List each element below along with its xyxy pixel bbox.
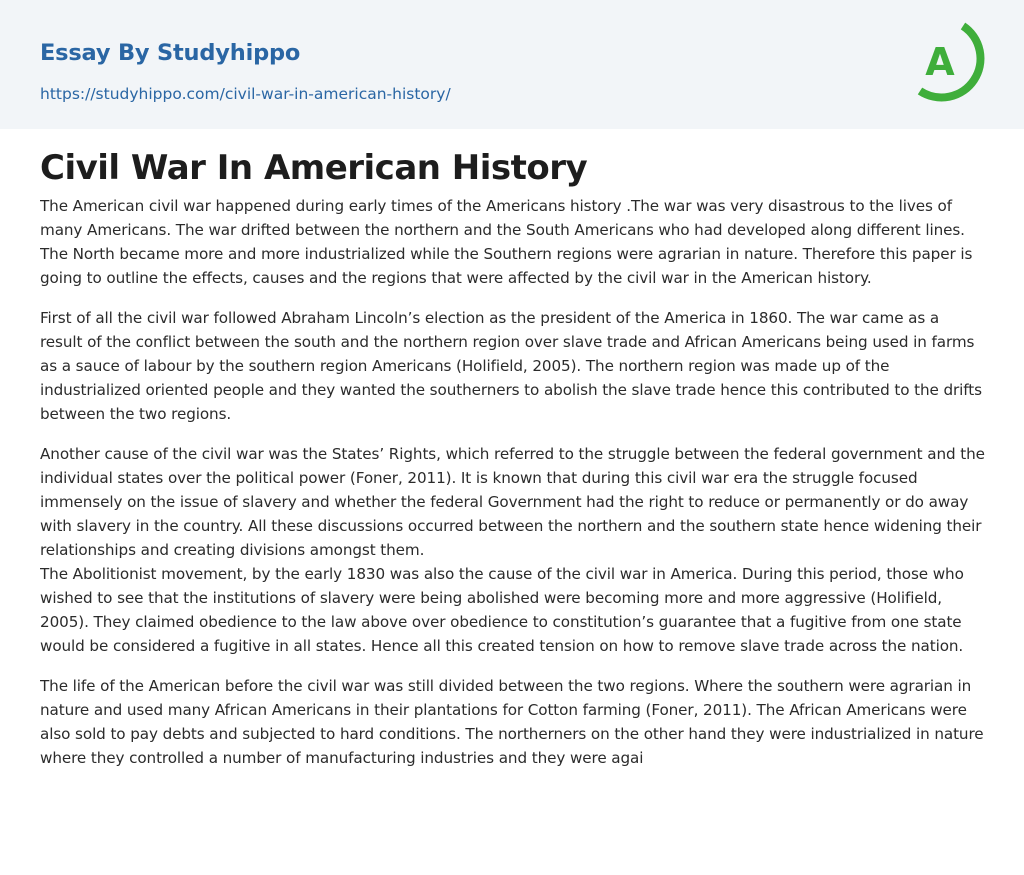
- logo-letter: A: [925, 40, 955, 84]
- essay-paragraph: Another cause of the civil war was the States’ Rights, which referred to the struggle between the federal government and the individual states over the political power (Foner, 2011). It is known that during this civil war era the struggle focused immensely on the issue of slavery and whether the federal Government had the right to reduce or permanently or do away with slavery in the country. All these discussions occurred between the northern and the southern state hence widening their relationships and creating divisions amongst them.: [40, 445, 985, 559]
- essay-paragraph: The American civil war happened during early times of the Americans history .The war was very disastrous to the lives of many Americans. The war drifted between the northern and the South Americans who had developed along different lines. The North became more and more industrialized while the Southern regions were agrarian in nature. Therefore this paper is going to outline the effects, causes and the regions that were affected by the civil war in the American history.: [40, 197, 973, 287]
- site-brand[interactable]: Essay By Studyhippo: [40, 40, 301, 66]
- page-title: Civil War In American History: [40, 148, 588, 188]
- page-url-link[interactable]: https://studyhippo.com/civil-war-in-american-history/: [40, 85, 451, 103]
- studyhippo-logo-icon[interactable]: [906, 17, 990, 107]
- essay-paragraph: The Abolitionist movement, by the early 1830 was also the cause of the civil war in America. During this period, those who wished to see that the institutions of slavery were being abolished were becoming more and more aggressive (Holifield, 2005). They claimed obedience to the law above over obedience to constitution’s guarantee that a fugitive from one state would be considered a fugitive in all states. Hence all this created tension on how to remove slave trade across the nation.: [40, 565, 964, 655]
- essay-paragraph: First of all the civil war followed Abraham Lincoln’s election as the president of the America in 1860. The war came as a result of the conflict between the south and the northern region over slave trade and African Americans being used in farms as a sauce of labour by the southern region Americans (Holifield, 2005). The northern region was made up of the industrialized oriented people and they wanted the southerners to abolish the slave trade hence this contributed to the drifts between the two regions.: [40, 309, 982, 423]
- essay-body: [40, 194, 986, 875]
- essay-paragraph: The life of the American before the civil war was still divided between the two regions. Where the southern were agrarian in nature and used many African Americans in their plantations for Cotton farming (Foner, 2011). The African Americans were also sold to pay debts and subjected to hard conditions. The northerners on the other hand they were industrialized in nature where they controlled a number of manufacturing industries and they were agai: [40, 677, 984, 767]
- site-header: [0, 0, 1024, 129]
